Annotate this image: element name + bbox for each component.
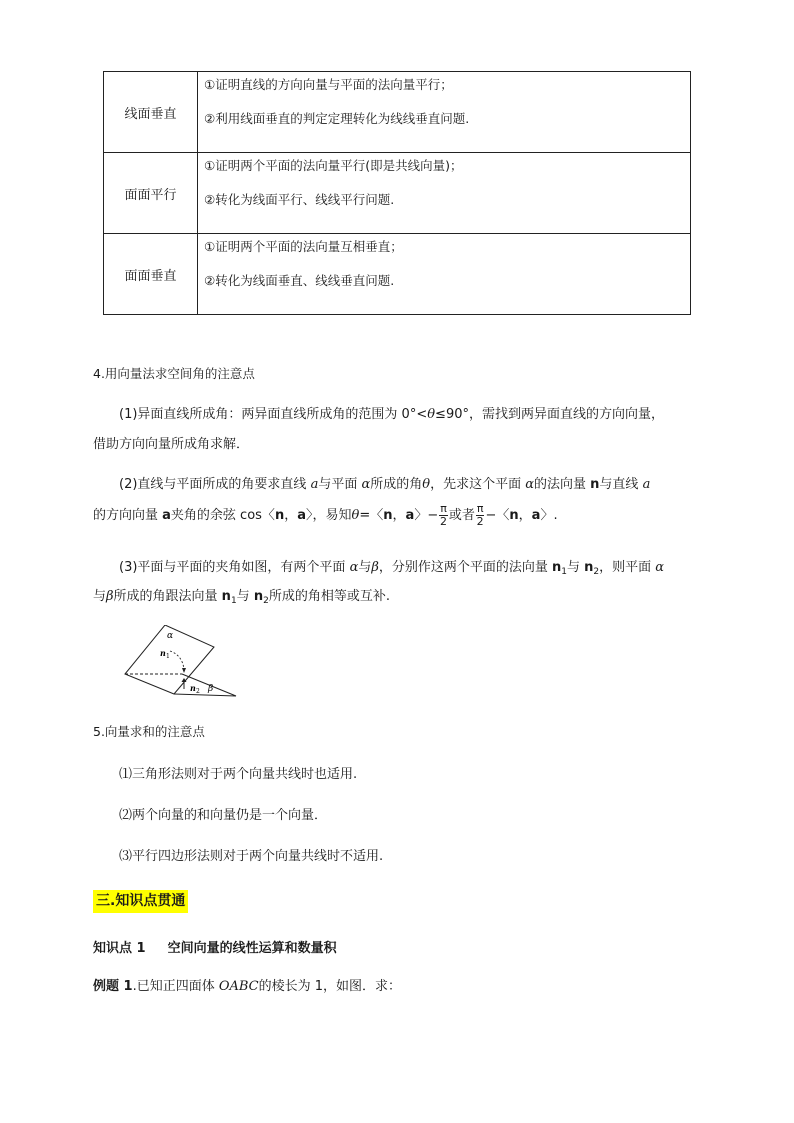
section-5-title: 5.向量求和的注意点 — [93, 724, 205, 739]
criteria-table — [103, 71, 691, 315]
table-category: 面面平行 — [104, 153, 198, 234]
table-category: 线面垂直 — [104, 72, 198, 153]
normal-n1-arrowhead — [182, 668, 186, 673]
description-line: ①证明直线的方向向量与平面的法向量平行； — [204, 77, 453, 92]
example-1-text: 例题 1.已知正四面体 OABC的棱长为 1，如图．求： — [93, 979, 402, 994]
table-row — [104, 72, 691, 153]
highlighted-section-heading: 三.知识点贯通 — [93, 890, 188, 913]
label-n1-sub: 1 — [166, 653, 170, 660]
description-line: ①证明两个平面的法向量互相垂直； — [204, 239, 403, 254]
paragraph-1-line-1: (1)异面直线所成角：两异面直线所成角的范围为 0°<θ≤90°，需找到两异面直线的方向向量， — [119, 407, 664, 422]
table-description — [198, 72, 691, 153]
section-4-title: 4.用向量法求空间角的注意点 — [93, 366, 255, 381]
list-item: ⑶平行四边形法则对于两个向量共线时不适用. — [119, 849, 384, 864]
description-line: ②转化为线面平行、线线平行问题. — [204, 192, 395, 207]
label-n1: n — [160, 648, 166, 658]
knowledge-point-heading: 知识点 1 空间向量的线性运算和数量积 — [93, 941, 337, 956]
paragraph-3-line-1: (3)平面与平面的夹角如图，有两个平面 α与β，分别作这两个平面的法向量 $n_1$与 $n_2$，则平面 α — [119, 560, 665, 577]
fraction-pi-over-2: $\frac{\pi}{2}$ — [440, 502, 448, 528]
paragraph-3-line-2: 与β所成的角跟法向量 $n_1$与 $n_2$所成的角相等或互补. — [93, 589, 390, 606]
table-category: 面面垂直 — [104, 234, 198, 315]
list-item: ⑴三角形法则对于两个向量共线时也适用. — [119, 767, 358, 782]
label-n2: n — [190, 683, 196, 693]
list-item: ⑵两个向量的和向量仍是一个向量． — [119, 808, 328, 823]
label-beta: β — [208, 684, 214, 694]
table-row — [104, 153, 691, 234]
table-row — [104, 234, 691, 315]
description-line: ②利用线面垂直的判定定理转化为线线垂直问题. — [204, 111, 470, 126]
label-n2-sub: 2 — [196, 688, 200, 695]
dihedral-angle-figure — [122, 625, 247, 700]
paragraph-1-line-2: 借助方向向量所成角求解． — [93, 437, 250, 452]
plane-beta — [174, 674, 236, 696]
table-description — [198, 234, 691, 315]
description-line: ②转化为线面垂直、线线垂直问题. — [204, 273, 395, 288]
normal-n1-arrow — [170, 651, 184, 669]
paragraph-2-line-1: (2)直线与平面所成的角要求直线 a与平面 α所成的角θ，先求这个平面 α的法向量 n与直线 a — [119, 477, 651, 492]
description-line: ①证明两个平面的法向量平行(即是共线向量)； — [204, 158, 463, 173]
paragraph-2-line-2: 的方向向量 a夹角的余弦 cos〈n，a〉，易知θ=〈n，a〉− $\frac{\pi}{2}$ 或者 $\frac{\pi}{2}$ −〈n，a〉. — [93, 502, 558, 528]
fraction-pi-over-2: $\frac{\pi}{2}$ — [476, 502, 484, 528]
table-description — [198, 153, 691, 234]
label-alpha: α — [167, 631, 174, 641]
